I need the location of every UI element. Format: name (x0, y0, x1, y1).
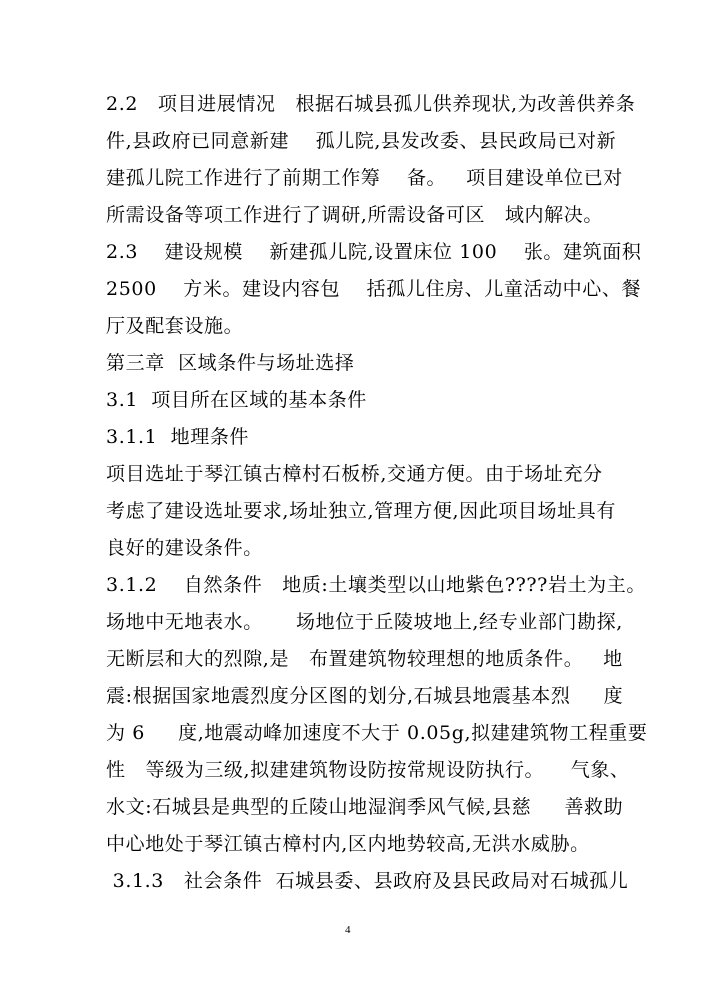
text-line-22: 3.1.3 社会条件 石城县委、县政府及县民政局对石城孤儿 (106, 870, 629, 892)
text-line-5: 2.3 建设规模 新建孤儿院,设置床位 100 张。建筑面积 (106, 241, 642, 263)
text-line-20: 水文:石城县是典型的丘陵山地湿润季风气候,县慈 善救助 (106, 796, 624, 818)
chapter-heading: 第三章 区域条件与场址选择 (106, 352, 355, 374)
text-line-18: 为 6 度,地震动峰加速度不大于 0.05g,拟建建筑物工程重要 (106, 722, 648, 744)
text-line-12: 考虑了建设选址要求,场址独立,管理方便,因此项目场址具有 (106, 500, 616, 522)
text-line-11: 项目选址于琴江镇古樟村石板桥,交通方便。由于场址充分 (106, 463, 603, 485)
text-line-17: 震:根据国家地震烈度分区图的划分,石城县地震基本烈 度 (106, 685, 624, 707)
section-heading: 3.1 项目所在区域的基本条件 (106, 389, 367, 411)
text-line-4: 所需设备等项工作进行了调研,所需设备可区 域内解决。 (106, 204, 603, 226)
text-line-1: 2.2 项目进展情况 根据石城县孤儿供养现状,为改善供养条 (106, 93, 636, 115)
text-line-19: 性 等级为三级,拟建建筑物设防按常规设防执行。 气象、 (106, 759, 630, 781)
text-line-6: 2500 方米。建设内容包 括孤儿住房、儿童活动中心、餐 (106, 278, 642, 300)
subsection-heading: 3.1.1 地理条件 (106, 426, 250, 448)
text-line-2: 件,县政府已同意新建 孤儿院,县发改委、县民政局已对新 (106, 130, 617, 152)
text-line-7: 厅及配套设施。 (106, 315, 244, 337)
text-line-16: 无断层和大的烈隙,是 布置建筑物较理想的地质条件。 地 (106, 648, 623, 670)
page-body (106, 86, 648, 900)
text-line-14: 3.1.2 自然条件 地质:土壤类型以山地紫色????岩土为主。 (106, 574, 646, 596)
text-line-21: 中心地处于琴江镇古樟村内,区内地势较高,无洪水威胁。 (106, 833, 590, 855)
text-line-3: 建孤儿院工作进行了前期工作筹 备。 项目建设单位已对 (106, 167, 623, 189)
text-line-15: 场地中无地表水。 场地位于丘陵坡地上,经专业部门勘探, (106, 611, 623, 633)
text-line-13: 良好的建设条件。 (106, 537, 263, 559)
page-number: 4 (345, 924, 351, 936)
